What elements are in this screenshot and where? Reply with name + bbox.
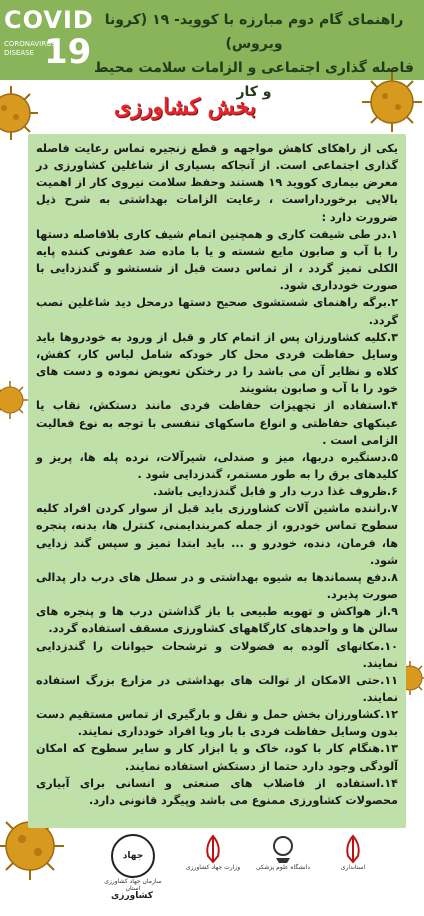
section-title: بخش کشاورزی (114, 94, 256, 120)
footer-logos (100, 834, 400, 901)
header-title-line1: راهنمای گام دوم مبارزه با کووید- ۱۹ (کرونا ویروس) (104, 12, 404, 52)
guideline-item: ۲.برگه راهنمای شستشوی صحیح دستها درمحل دید شاغلین نصب گردد. (36, 296, 398, 327)
emblem-caption: استانداری (340, 864, 366, 871)
guideline-item: ۱۳.هنگام کار با کود، خاک و یا ابزار کار و سایر سطوح که امکان آلودگی وجود دارد حتما از دستکش استفاده نمایند. (36, 742, 398, 773)
guideline-item: ۱.در طی شیفت کاری و همچنین اتمام شیف کاری بلافاصله دستها را با آب و صابون مایع شسته و یا با ماده ضد عفونی کننده پایه الکلی تمیز گردد ، از تماس دست قبل از شستشو و گندزدایی با صورت خودداری شود. (36, 227, 398, 293)
header-banner (0, 0, 424, 100)
intro-paragraph: یکی از راهکای کاهش مواجهه و قطع زنجیره تماس رعایت فاصله گذاری اجتماعی است. از آنجاکه بسیاری از شاغلین کشاورزی در معرض بیماری کووید ۱۹ هستند وحفظ سلامت نیروی کار از اهمیت بالایی برخورداراست ، رعایت الزامات بهداشتی به شرح ذیل ضرورت دارد : (36, 142, 398, 224)
logo-title: COVID (4, 6, 94, 34)
guideline-item: ۷.راننده ماشین آلات کشاورزی باید قبل از سوار کردن افراد کلیه سطوح تماس خودرو، از جمله کمربندایمنی، کنترل ها، بدنه، پنجره ها، فرمان، دنده، خودرو و ... باید ابتدا تمیز و سپس گند زدایی شود. (36, 502, 398, 567)
logo-subtitle: CORONAVIRUS DISEASE (4, 40, 56, 57)
iran-emblem-icon (200, 834, 226, 864)
virus-icon (360, 70, 424, 134)
guideline-item: ۹.از هواکش و تهویه طبیعی با باز گذاشتن درب ها و پنجره های سالن ها و واحدهای کارگاههای کشاورزی مسقف استفاده گردد. (36, 605, 398, 636)
guideline-item: ۸.دفع پسماندها به شیوه بهداشتی و در سطل های درب دار پدالی صورت پذیرد. (36, 570, 398, 602)
covid19-logo (0, 0, 94, 80)
guideline-item: ۱۰.مکانهای آلوده به فضولات و ترشحات حیوانات را گندزدایی نمایند. (36, 639, 398, 670)
guideline-item: ۱۴.استفاده از فاضلاب های صنعتی و انسانی برای آبیاری محصولات کشاورزی ممنوع می باشد وپیگرد قانونی دارد. (36, 776, 398, 807)
ministry-emblem (180, 834, 246, 894)
jihad-keshavarzi-logo (100, 834, 166, 901)
guidelines-text (36, 140, 398, 809)
virus-icon (0, 380, 30, 420)
jihad-logo-caption: سازمان جهاد کشاورزی استان (104, 878, 162, 892)
guideline-item: ۳.کلیه کشاورزان پس از اتمام کار و قبل از ورود به خودروها باید وسایل حفاظت فردی محل کار خودکه شامل لباس کار، کفش، کلاه و نظایر آن می باشد را در رختکن تعویض نموده و دست های خود را با آب و صابون بشویند (36, 330, 398, 396)
guideline-item: ۴.استفاده از تجهیزات حفاظت فردی مانند دستکش، نقاب یا عینکهای حفاظتی و انواع ماسکهای تنفسی با توجه به نوع فعالیت الزامی است . (36, 399, 398, 447)
university-emblem (250, 834, 316, 894)
emblem-caption: دانشگاه علوم پزشکی (255, 864, 311, 871)
emblem-caption: وزارت جهاد کشاورزی (185, 864, 241, 871)
jihad-logo-mark: جهاد کشاورزی (111, 834, 155, 878)
iran-emblem-icon (340, 834, 366, 864)
header-title-line2: فاصله گذاری اجتماعی و الزامات سلامت محیط و کار (94, 60, 414, 100)
governorate-emblem (320, 834, 386, 894)
university-emblem-icon (270, 834, 296, 864)
logo-number: 19 (44, 32, 92, 72)
guideline-item: ۱۱.حتی الامکان از توالت های بهداشتی در مزارع بزرگ استفاده نمایند. (36, 673, 398, 704)
guideline-item: ۶.ظروف غذا درب دار و قابل گندزدایی باشد. (152, 485, 398, 499)
guideline-item: ۵.دستگیره دربها، میز و صندلی، شیرآلات، نرده پله ها، پریز و کلیدهای برق را به طور مستمر، گندزدایی شود . (36, 450, 398, 481)
guideline-item: ۱۲.کشاورزان بخش حمل و نقل و بارگیری از تماس مستقیم دست بدون وسایل حفاظت فردی با بار ویا افراد خودداری نمایند. (36, 708, 398, 739)
